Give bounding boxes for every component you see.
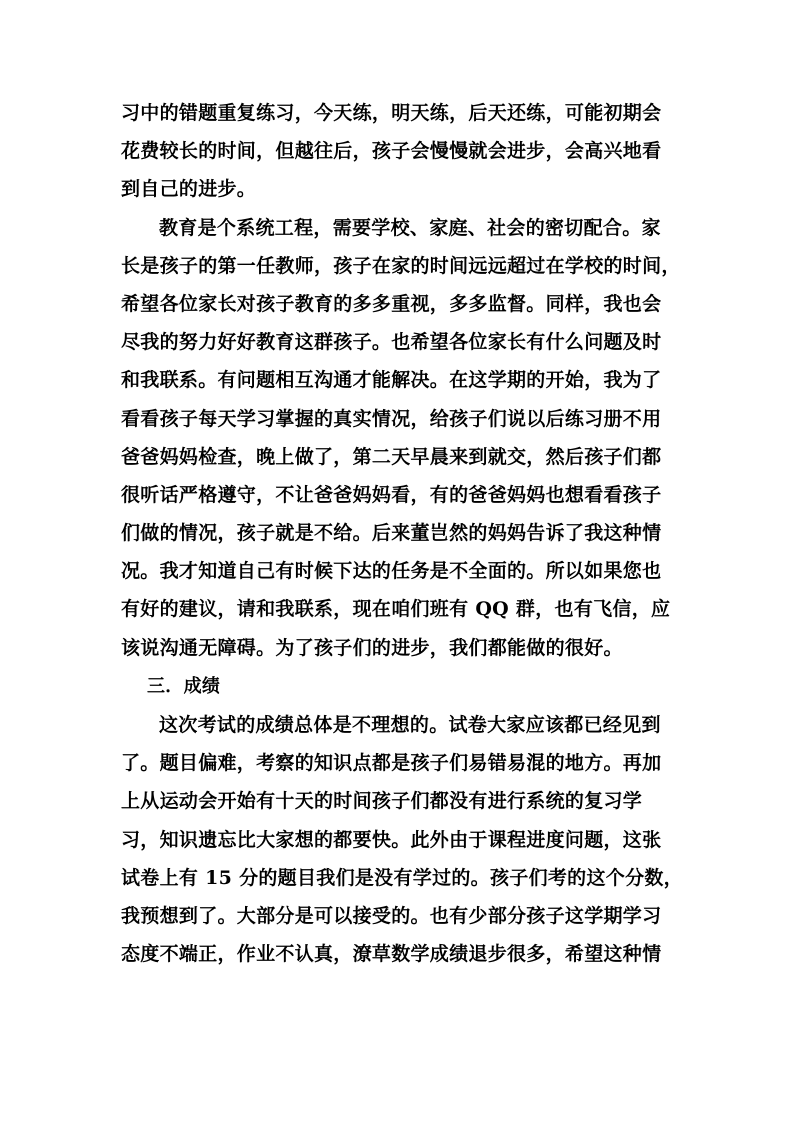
text-line: 长是孩子的第一任教师，孩子在家的时间远远超过在学校的时间， [121, 254, 681, 277]
text-line: 们做的情况，孩子就是不给。后来董岂然的妈妈告诉了我这种情 [121, 522, 662, 545]
text-line: 上从运动会开始有十天的时间孩子们都没有进行系统的复习学 [121, 790, 643, 813]
text-line: 态度不端正，作业不认真，潦草数学成绩退步很多，希望这种情 [121, 943, 662, 966]
text-line: 试卷上有 15 分的题目我们是没有学过的。孩子们考的这个分数， [121, 866, 683, 889]
paragraph-1 [121, 94, 681, 209]
text-line: 尽我的努力好好教育这群孩子。也希望各位家长有什么问题及时 [121, 331, 662, 354]
text-line: 希望各位家长对孩子教育的多多重视，多多监督。同样，我也会 [121, 292, 662, 315]
document-page [121, 94, 681, 973]
text-line: 我预想到了。大部分是可以接受的。也有少部分孩子这学期学习 [121, 904, 662, 927]
text-line: 爸爸妈妈检查，晚上做了，第二天早晨来到就交，然后孩子们都 [121, 445, 662, 468]
text-line: 有好的建议，请和我联系，现在咱们班有 QQ 群，也有飞信，应 [121, 598, 671, 621]
section-heading: 三．成绩 [147, 675, 221, 697]
text-line: 了。题目偏难，考察的知识点都是孩子们易错易混的地方。再加 [121, 752, 662, 775]
text-line: 习，知识遗忘比大家想的都要快。此外由于课程进度问题，这张 [121, 828, 662, 851]
text-line: 很听话严格遵守，不让爸爸妈妈看，有的爸爸妈妈也想看看孩子 [121, 483, 662, 506]
text-line: 教育是个系统工程，需要学校、家庭、社会的密切配合。家 [159, 216, 661, 239]
paragraph-3 [121, 706, 681, 973]
text-line: 该说沟通无障碍。为了孩子们的进步，我们都能做的很好。 [121, 636, 623, 659]
paragraph-2 [121, 209, 681, 667]
text-line: 习中的错题重复练习，今天练，明天练，后天还练，可能初期会 [121, 102, 662, 124]
text-line: 况。我才知道自己有时候下达的任务是不全面的。所以如果您也 [121, 560, 662, 583]
text-line: 和我联系。有问题相互沟通才能解决。在这学期的开始，我为了 [121, 369, 662, 392]
text-line: 看看孩子每天学习掌握的真实情况，给孩子们说以后练习册不用 [121, 407, 662, 430]
text-line: 这次考试的成绩总体是不理想的。试卷大家应该都已经见到 [159, 714, 661, 736]
text-line: 到自己的进步。 [121, 178, 257, 201]
text-line: 花费较长的时间，但越往后，孩子会慢慢就会进步，会高兴地看 [121, 140, 662, 163]
